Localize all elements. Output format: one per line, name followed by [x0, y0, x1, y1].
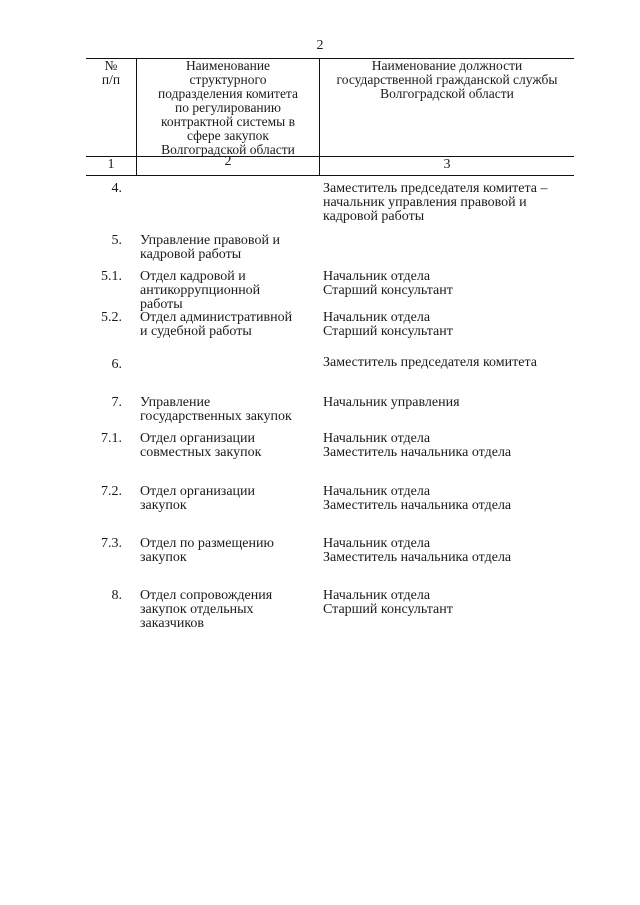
position-line: Заместитель начальника отдела: [323, 498, 512, 513]
position-line: Начальник отдела: [323, 588, 431, 603]
position-line: Заместитель начальника отдела: [323, 445, 512, 460]
division-line: Отдел организации: [140, 431, 256, 446]
position-line: кадровой работы: [323, 209, 425, 224]
division-line: антикоррупционной: [140, 283, 261, 298]
row-division: [140, 270, 312, 312]
row-division: [140, 537, 312, 565]
row-positions: [323, 182, 583, 224]
position-line: Начальник управления: [323, 395, 460, 410]
division-line: и судебной работы: [140, 324, 252, 339]
division-line: Отдел административной: [140, 310, 293, 325]
header-col-position-line: Волгоградской области: [380, 86, 514, 101]
division-line: Управление правовой и: [140, 233, 280, 248]
position-line: Заместитель председателя комитета: [323, 355, 537, 370]
row-division: [140, 396, 312, 424]
division-line: кадровой работы: [140, 247, 242, 262]
row-number: 8.: [111, 588, 122, 603]
position-line: начальник управления правовой и: [323, 195, 527, 210]
division-line: заказчиков: [140, 616, 205, 631]
position-line: Начальник отдела: [323, 310, 431, 325]
division-line: Отдел организации: [140, 484, 256, 499]
row-number: 7.1.: [101, 431, 122, 446]
header-col-division-line: контрактной системы в: [161, 114, 295, 129]
row-positions: [323, 356, 583, 370]
row-division: [140, 234, 312, 262]
column-number-1: 1: [107, 157, 115, 172]
page-number: 2: [316, 38, 324, 53]
row-positions: [323, 311, 583, 339]
division-line: Отдел кадровой и: [140, 269, 246, 284]
position-line: Заместитель начальника отдела: [323, 550, 512, 565]
position-line: Старший консультант: [323, 324, 453, 339]
column-number-2: 2: [224, 154, 232, 169]
position-line: Начальник отдела: [323, 484, 431, 499]
division-line: Отдел по размещению: [140, 536, 274, 551]
row-number: 4.: [111, 181, 122, 196]
row-positions: [323, 432, 583, 460]
header-col-division-line: сфере закупок: [187, 128, 269, 143]
division-line: государственных закупок: [140, 409, 292, 424]
header-col-division-line: Наименование: [185, 58, 271, 73]
row-division: [140, 589, 312, 631]
row-number: 5.1.: [101, 269, 122, 284]
row-positions: [323, 396, 583, 410]
division-line: закупок: [140, 498, 187, 513]
row-number: 5.2.: [101, 310, 122, 325]
column-number-3: 3: [443, 157, 451, 172]
row-positions: [323, 270, 583, 298]
position-line: Начальник отдела: [323, 536, 431, 551]
header-col-position-line: Наименование должности: [371, 58, 523, 73]
header-col-division-line: Волгоградской области: [161, 142, 295, 157]
division-line: совместных закупок: [140, 445, 262, 460]
position-line: Старший консультант: [323, 602, 453, 617]
division-line: закупок отдельных: [140, 602, 254, 617]
row-number: 7.: [111, 395, 122, 410]
row-number: 6.: [111, 357, 122, 372]
division-line: работы: [140, 297, 183, 312]
division-line: закупок: [140, 550, 187, 565]
division-line: Отдел сопровождения: [140, 588, 273, 603]
row-number: 5.: [111, 233, 122, 248]
header-col-position-line: государственной гражданской службы: [336, 72, 558, 87]
header-col-division-line: по регулированию: [175, 100, 281, 115]
header-col-division-line: подразделения комитета: [158, 86, 298, 101]
position-line: Старший консультант: [323, 283, 453, 298]
position-line: Начальник отдела: [323, 431, 431, 446]
division-line: Управление: [140, 395, 211, 410]
header-col-number-line: п/п: [101, 72, 121, 87]
row-positions: [323, 589, 583, 617]
row-number: 7.2.: [101, 484, 122, 499]
row-positions: [323, 537, 583, 565]
header-col-division-line: структурного: [189, 72, 267, 87]
row-positions: [323, 485, 583, 513]
position-line: Начальник отдела: [323, 269, 431, 284]
row-number: 7.3.: [101, 536, 122, 551]
row-division: [140, 485, 312, 513]
row-division: [140, 311, 312, 339]
header-col-number-line: №: [104, 58, 118, 73]
position-line: Заместитель председателя комитета –: [323, 181, 548, 196]
row-division: [140, 432, 312, 460]
